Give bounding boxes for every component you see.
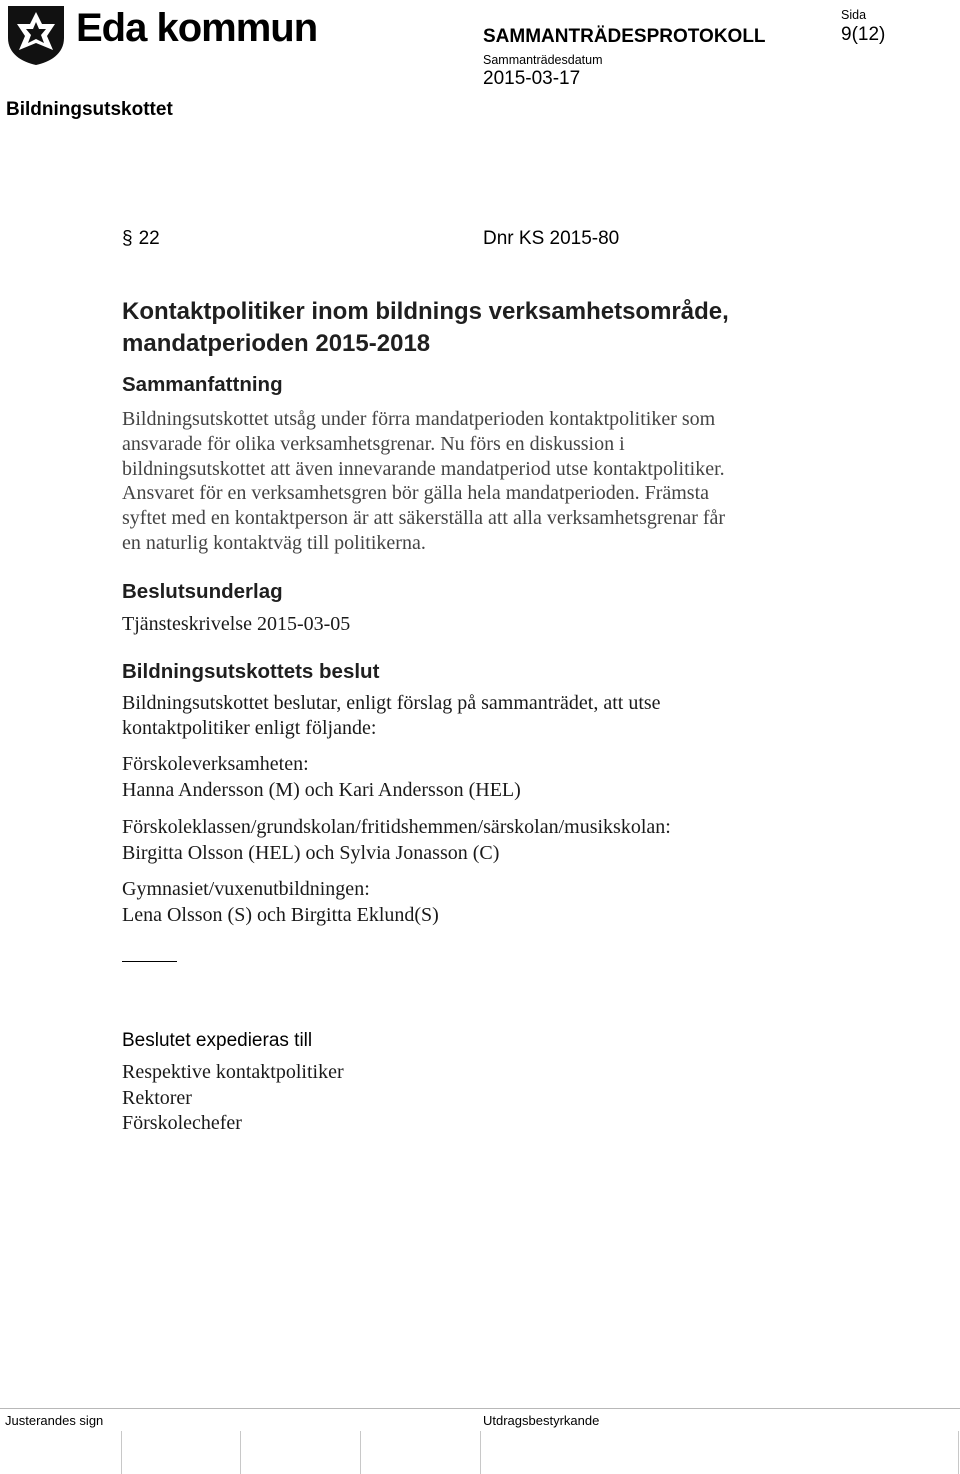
- dispatch-recipient: Respektive kontaktpolitiker: [122, 1061, 344, 1083]
- signature-label: Justerandes sign: [5, 1413, 104, 1428]
- summary-line: Ansvaret för en verksamhetsgren bör gälla hela mandatperioden. Främsta: [122, 482, 710, 505]
- summary-line: en naturlig kontaktväg till politikerna.: [122, 531, 426, 554]
- paragraph-number: [122, 228, 160, 250]
- decision-line: kontaktpolitiker enligt följande:: [122, 716, 377, 739]
- summary-text: [122, 407, 822, 556]
- meeting-date-label: Sammanträdesdatum: [483, 53, 603, 67]
- eda-kommun-crest-logo: [6, 4, 66, 66]
- group-label: Förskoleklassen/grundskolan/fritidshemmen/särskolan/musikskolan:: [122, 816, 671, 838]
- dispatch-heading: Beslutet expedieras till: [122, 1030, 313, 1051]
- decision-text: [122, 691, 661, 741]
- dispatch-list: [122, 1060, 344, 1137]
- group-names: Lena Olsson (S) och Birgitta Eklund(S): [122, 904, 439, 926]
- document-type: SAMMANTRÄDESPROTOKOLL: [483, 26, 766, 47]
- basis-heading: Beslutsunderlag: [122, 580, 283, 603]
- page-number: 9(12): [841, 24, 886, 45]
- summary-line: bildningsutskottet att även innevarande mandatperiod utse kontaktpolitiker.: [122, 457, 725, 480]
- meeting-date: 2015-03-17: [483, 68, 581, 89]
- group-label: Gymnasiet/vuxenutbildningen:: [122, 878, 370, 900]
- signature-box-divider: [360, 1431, 361, 1474]
- signature-box-divider: [480, 1431, 481, 1474]
- group-names: Birgitta Olsson (HEL) och Sylvia Jonasson (C): [122, 842, 500, 864]
- dispatch-recipient: Förskolechefer: [122, 1112, 242, 1134]
- basis-text: Tjänsteskrivelse 2015-03-05: [122, 613, 351, 635]
- signature-box-divider: [121, 1431, 122, 1474]
- page-title: Kontaktpolitiker inom bildnings verksamhetsområde, mandatperioden 2015-2018: [122, 298, 729, 357]
- organization-name: Bildningsutskottet: [6, 99, 173, 120]
- logo-wordmark: Eda kommun: [76, 6, 318, 50]
- signature-box-divider: [240, 1431, 241, 1474]
- signature-box-divider: [958, 1431, 959, 1474]
- excerpt-certification-label: Utdragsbestyrkande: [483, 1413, 600, 1428]
- summary-line: syftet med en kontaktperson är att säkerställa att alla verksamhetsgrenar får: [122, 507, 726, 530]
- dispatch-recipient: Rektorer: [122, 1086, 192, 1109]
- registration-number: Dnr KS 2015-80: [483, 228, 620, 249]
- summary-heading: Sammanfattning: [122, 373, 283, 396]
- section-symbol: §: [122, 228, 133, 249]
- summary-line: ansvarade för olika verksamhetsgrenar. Nu förs en diskussion i: [122, 432, 625, 455]
- paragraph-number-value: 22: [138, 228, 160, 249]
- page-label: Sida: [841, 8, 867, 22]
- decision-line: Bildningsutskottet beslutar, enligt förslag på sammanträdet, att utse: [122, 692, 661, 714]
- footer-rule: [0, 1408, 960, 1409]
- decision-heading: Bildningsutskottets beslut: [122, 660, 380, 683]
- summary-line: Bildningsutskottet utsåg under förra mandatperioden kontaktpolitiker som: [122, 408, 716, 430]
- group-names: Hanna Andersson (M) och Kari Andersson (HEL): [122, 779, 521, 801]
- group-label: Förskoleverksamheten:: [122, 753, 309, 775]
- end-of-decision-rule: [122, 961, 177, 962]
